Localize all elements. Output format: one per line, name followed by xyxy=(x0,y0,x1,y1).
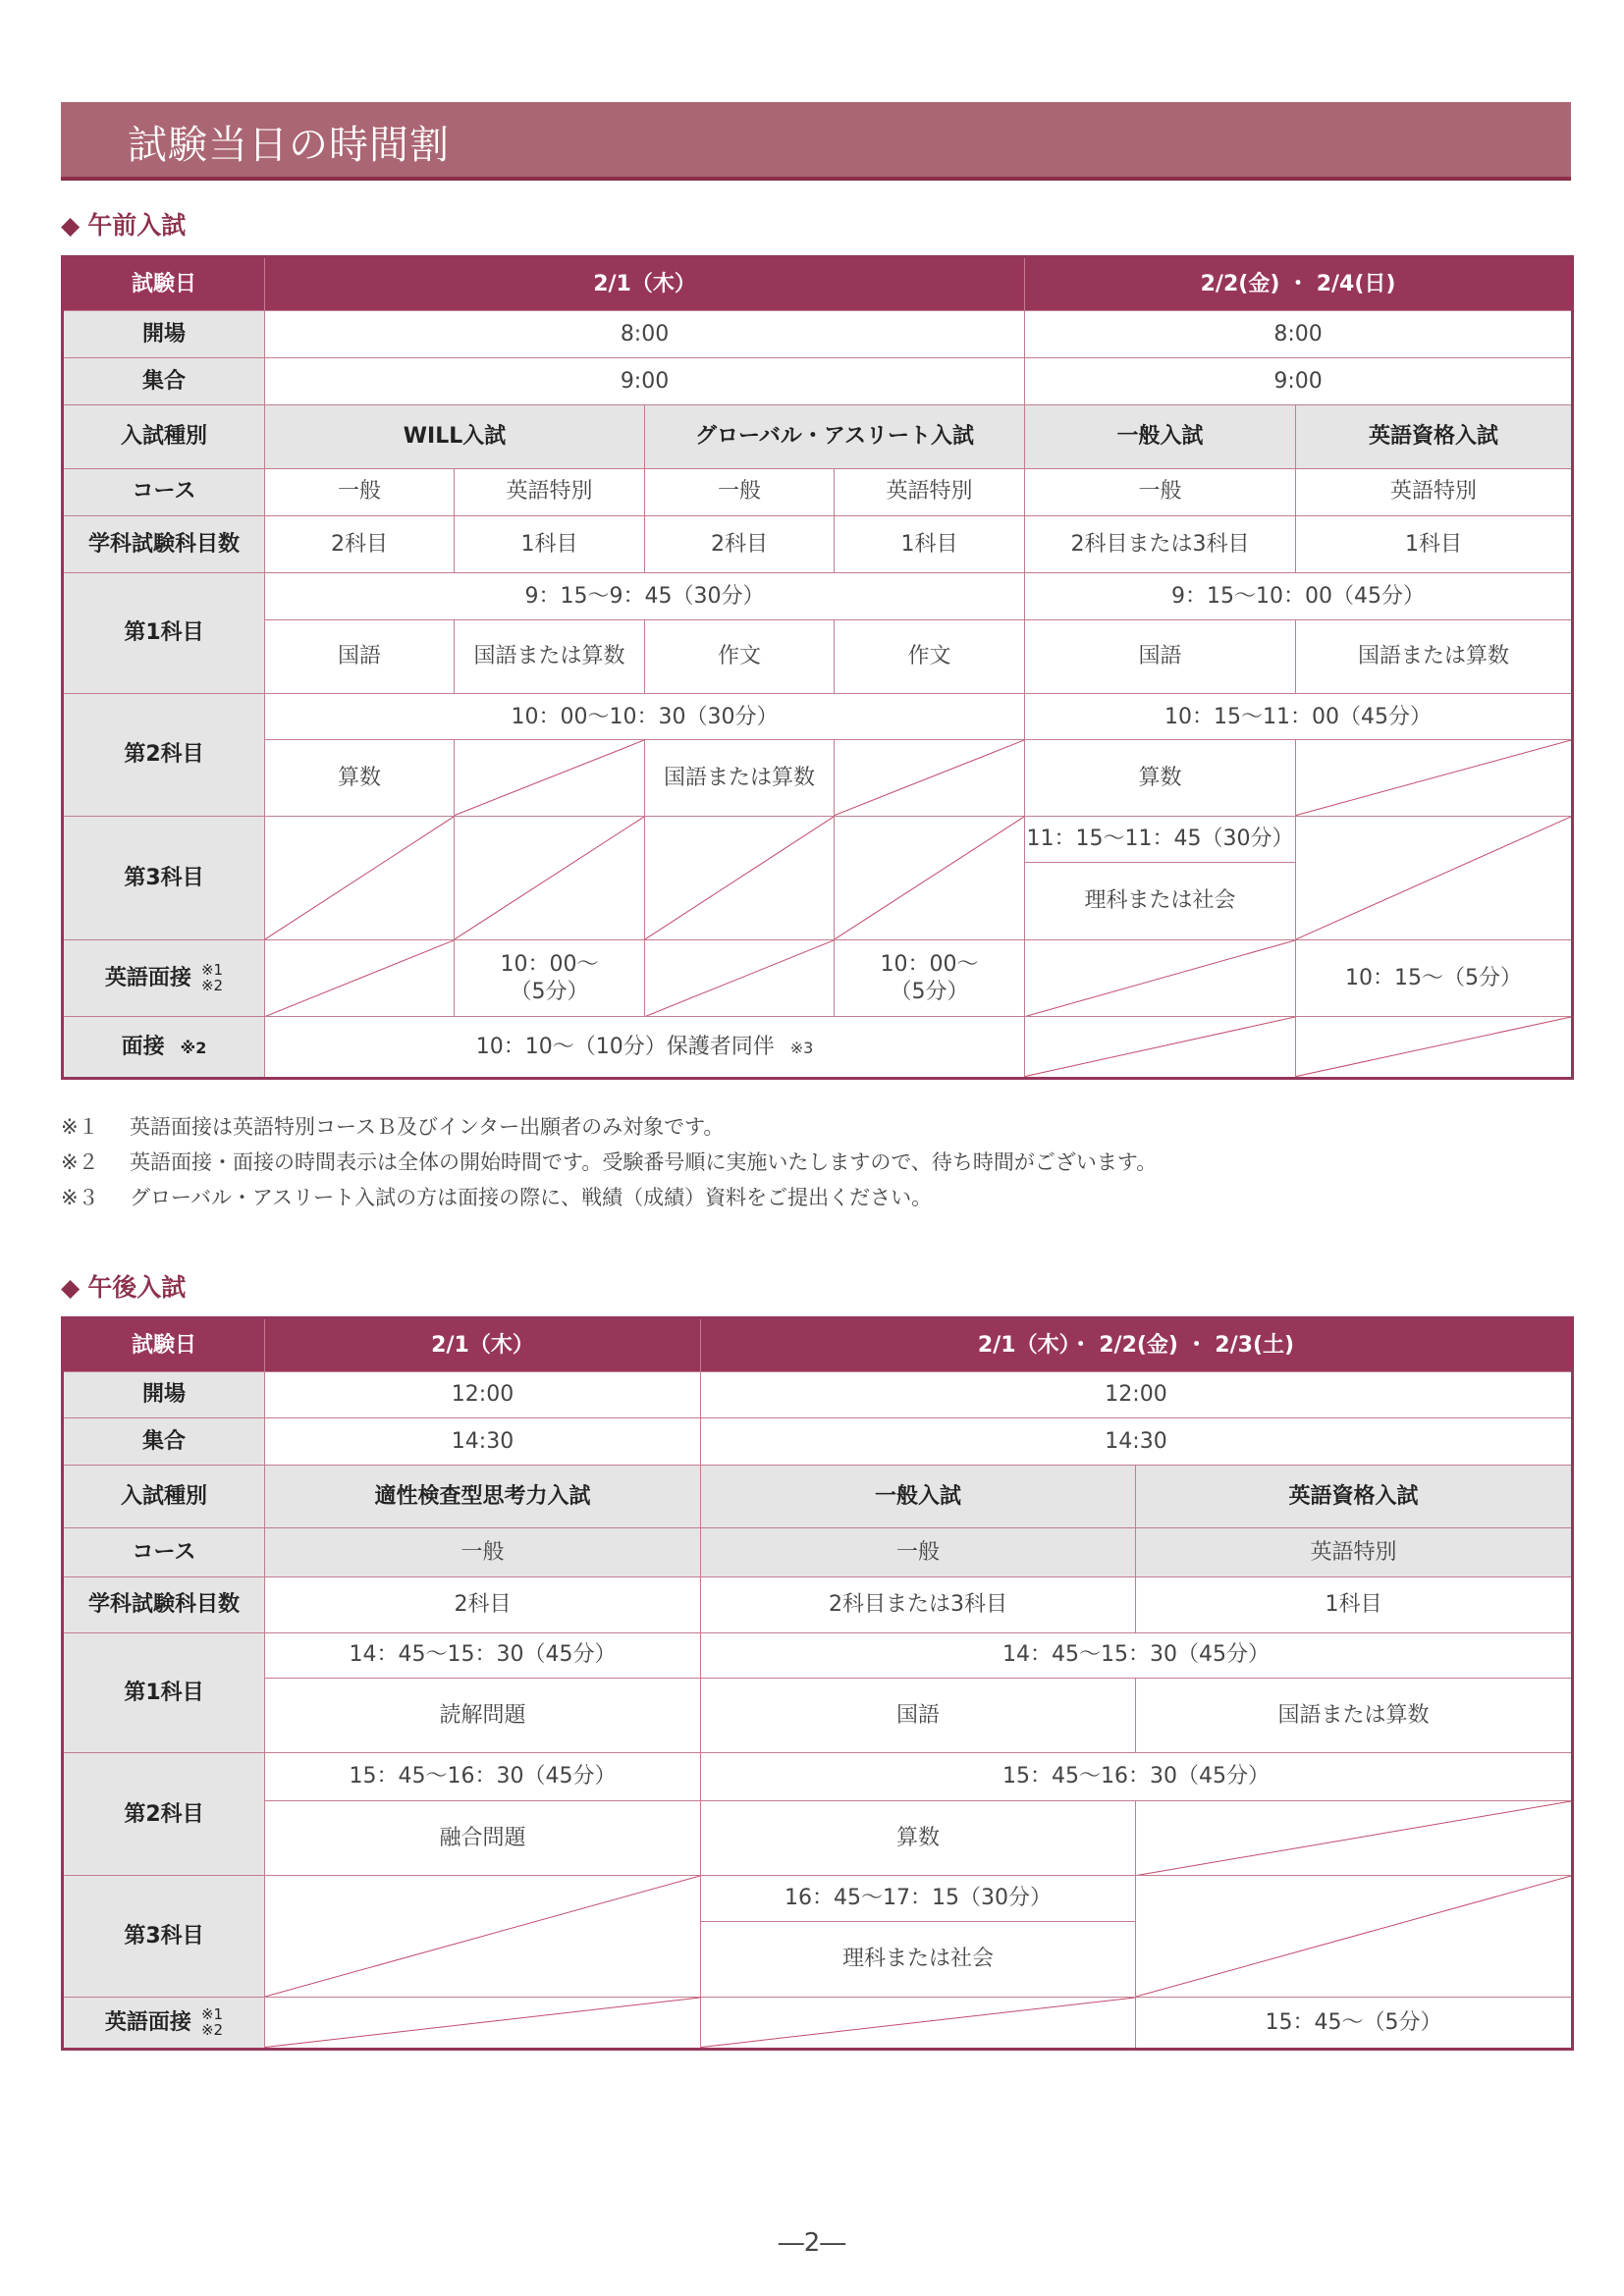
am-course-2: 英語特別 xyxy=(455,468,645,515)
am-eng-5-slash xyxy=(1025,939,1296,1017)
am-course-6: 英語特別 xyxy=(1296,468,1573,515)
am-label-s3: 第3科目 xyxy=(63,817,265,940)
am-s1-2: 国語または算数 xyxy=(455,619,645,694)
pm-label-s1: 第1科目 xyxy=(63,1632,265,1753)
am-s3-6-slash xyxy=(1296,817,1573,940)
am-s1-1: 国語 xyxy=(265,619,455,694)
am-s1-4: 作文 xyxy=(835,619,1025,694)
am-count-1: 2科目 xyxy=(265,515,455,572)
am-eng-1-slash xyxy=(265,939,455,1017)
am-s2-4-slash xyxy=(835,740,1025,817)
am-eng-3-slash xyxy=(645,939,835,1017)
am-interview-a xyxy=(265,1017,1025,1079)
am-eng-6: 10：15〜（5分） xyxy=(1296,939,1573,1017)
am-course-4: 英語特別 xyxy=(835,468,1025,515)
am-count-2: 1科目 xyxy=(455,515,645,572)
am-type-general: 一般入試 xyxy=(1025,405,1296,468)
pm-s1-2: 国語 xyxy=(701,1678,1136,1753)
pm-label-open: 開場 xyxy=(63,1372,265,1417)
footnote-3 xyxy=(61,1180,1157,1215)
am-label-interview-text: 面接 xyxy=(121,1034,165,1059)
am-eng-mark2: ※2 xyxy=(200,976,224,994)
am-label-eng xyxy=(63,939,265,1017)
am-s3-3-slash xyxy=(645,817,835,940)
am-label-type: 入試種別 xyxy=(63,405,265,468)
am-s2-5: 算数 xyxy=(1025,740,1296,817)
am-schedule-table xyxy=(61,255,1574,1080)
pm-label-course: コース xyxy=(63,1527,265,1576)
pm-label-type: 入試種別 xyxy=(63,1466,265,1528)
am-s1-3: 作文 xyxy=(645,619,835,694)
am-eng-mark1: ※1 xyxy=(200,960,224,979)
am-label-interview xyxy=(63,1017,265,1079)
pm-eng-marks xyxy=(200,2004,224,2039)
pm-count-2: 2科目または3科目 xyxy=(701,1577,1136,1632)
am-count-4: 1科目 xyxy=(835,515,1025,572)
am-s2-1: 算数 xyxy=(265,740,455,817)
pm-date-b: 2/1（木）・ 2/2(金) ・ 2/3(土) xyxy=(701,1318,1573,1372)
am-date-b: 2/2(金) ・ 2/4(日) xyxy=(1025,257,1573,311)
am-s3-2-slash xyxy=(455,817,645,940)
pm-s3-2: 理科または社会 xyxy=(701,1921,1136,1998)
pm-course-2: 一般 xyxy=(701,1527,1136,1576)
pm-s2-2: 算数 xyxy=(701,1800,1136,1876)
am-eng-4 xyxy=(835,939,1025,1017)
am-s3-1-slash xyxy=(265,817,455,940)
am-eng-2-dur: （5分） xyxy=(510,979,589,1004)
am-count-5: 2科目または3科目 xyxy=(1025,515,1296,572)
footnote-1-mark: ※１ xyxy=(61,1115,99,1139)
pm-open-a: 12:00 xyxy=(265,1372,701,1417)
pm-count-3: 1科目 xyxy=(1136,1577,1573,1632)
footnote-1 xyxy=(61,1109,1157,1145)
page-title: 試験当日の時間割 xyxy=(128,123,450,168)
am-type-will: WILL入試 xyxy=(265,405,645,468)
am-open-b: 8:00 xyxy=(1025,311,1573,357)
pm-s1-time-a: 14：45〜15：30（45分） xyxy=(265,1632,701,1678)
pm-schedule-table xyxy=(61,1316,1574,2051)
pm-eng-3: 15：45〜（5分） xyxy=(1136,1998,1573,2050)
am-s2-time-a: 10：00〜10：30（30分） xyxy=(265,694,1025,740)
am-interview-5-slash xyxy=(1025,1017,1296,1079)
am-eng-2 xyxy=(455,939,645,1017)
pm-s1-1: 読解問題 xyxy=(265,1678,701,1753)
pm-gather-a: 14:30 xyxy=(265,1417,701,1465)
am-count-3: 2科目 xyxy=(645,515,835,572)
pm-label-eng-text: 英語面接 xyxy=(104,2009,191,2035)
am-s1-6: 国語または算数 xyxy=(1296,619,1573,694)
pm-gather-b: 14:30 xyxy=(701,1417,1573,1465)
am-type-eng: 英語資格入試 xyxy=(1296,405,1573,468)
am-eng-marks xyxy=(200,960,224,994)
am-type-global: グローバル・アスリート入試 xyxy=(645,405,1025,468)
pm-s2-3-slash xyxy=(1136,1800,1573,1876)
am-label-course: コース xyxy=(63,468,265,515)
am-s2-6-slash xyxy=(1296,740,1573,817)
am-open-a: 8:00 xyxy=(265,311,1025,357)
am-s2-2-slash xyxy=(455,740,645,817)
am-s3-5: 理科または社会 xyxy=(1025,863,1296,940)
pm-s1-time-b: 14：45〜15：30（45分） xyxy=(701,1632,1573,1678)
footnote-1-text: 英語面接は英語特別コースＢ及びインター出願者のみ対象です。 xyxy=(130,1115,725,1139)
pm-open-b: 12:00 xyxy=(701,1372,1573,1417)
pm-type-general: 一般入試 xyxy=(701,1466,1136,1528)
am-interview-a-mark: ※3 xyxy=(789,1038,814,1057)
pm-s3-1-slash xyxy=(265,1876,701,1998)
am-course-3: 一般 xyxy=(645,468,835,515)
pm-label-eng xyxy=(63,1998,265,2050)
pm-type-eng: 英語資格入試 xyxy=(1136,1466,1573,1528)
am-heading-text: 午前入試 xyxy=(87,211,187,240)
am-date-a: 2/1（木） xyxy=(265,257,1025,311)
pm-eng-2-slash xyxy=(701,1998,1136,2050)
footnote-3-mark: ※３ xyxy=(61,1186,99,1209)
am-label-eng-text: 英語面接 xyxy=(104,965,191,990)
am-interview-6-slash xyxy=(1296,1017,1573,1079)
footnote-2-text: 英語面接・面接の時間表示は全体の開始時間です。受験番号順に実施いたしますので、待ち時間がございます。 xyxy=(130,1150,1158,1174)
am-s1-time-b: 9：15〜10：00（45分） xyxy=(1025,573,1573,619)
pm-label-gather: 集合 xyxy=(63,1417,265,1465)
am-s1-5: 国語 xyxy=(1025,619,1296,694)
am-s2-3: 国語または算数 xyxy=(645,740,835,817)
am-label-count: 学科試験科目数 xyxy=(63,515,265,572)
am-s1-time-a: 9：15〜9：45（30分） xyxy=(265,573,1025,619)
footnote-2 xyxy=(61,1145,1157,1180)
am-label-date: 試験日 xyxy=(63,257,265,311)
pm-heading-text: 午後入試 xyxy=(87,1273,187,1302)
pm-eng-mark2: ※2 xyxy=(200,2020,224,2039)
pm-s1-3: 国語または算数 xyxy=(1136,1678,1573,1753)
pm-s2-time-b: 15：45〜16：30（45分） xyxy=(701,1753,1573,1800)
am-heading xyxy=(61,206,186,241)
pm-label-s3: 第3科目 xyxy=(63,1876,265,1998)
pm-course-1: 一般 xyxy=(265,1527,701,1576)
pm-heading xyxy=(61,1268,186,1304)
pm-s2-time-a: 15：45〜16：30（45分） xyxy=(265,1753,701,1800)
am-interview-a-text: 10：10〜（10分）保護者同伴 xyxy=(475,1034,775,1059)
am-gather-a: 9:00 xyxy=(265,357,1025,404)
pm-label-date: 試験日 xyxy=(63,1318,265,1372)
pm-s3-time: 16：45〜17：15（30分） xyxy=(701,1876,1136,1921)
page-number: ―2― xyxy=(778,2228,846,2258)
pm-label-count: 学科試験科目数 xyxy=(63,1577,265,1632)
pm-eng-1-slash xyxy=(265,1998,701,2050)
pm-s3-3-slash xyxy=(1136,1876,1573,1998)
footnote-2-mark: ※２ xyxy=(61,1150,99,1174)
am-course-5: 一般 xyxy=(1025,468,1296,515)
pm-s2-1: 融合問題 xyxy=(265,1800,701,1876)
footnotes xyxy=(61,1109,1157,1215)
am-eng-2-time: 10：00〜 xyxy=(500,952,599,978)
pm-eng-mark1: ※1 xyxy=(200,2004,224,2023)
am-s3-time: 11：15〜11：45（30分） xyxy=(1025,817,1296,863)
pm-type-apt: 適性検査型思考力入試 xyxy=(265,1466,701,1528)
am-course-1: 一般 xyxy=(265,468,455,515)
am-gather-b: 9:00 xyxy=(1025,357,1573,404)
am-s2-time-b: 10：15〜11：00（45分） xyxy=(1025,694,1573,740)
pm-course-3: 英語特別 xyxy=(1136,1527,1573,1576)
title-bar xyxy=(61,102,1571,181)
pm-label-s2: 第2科目 xyxy=(63,1753,265,1876)
diamond-icon: ◆ xyxy=(61,211,81,240)
am-eng-4-time: 10：00〜 xyxy=(880,952,979,978)
am-label-open: 開場 xyxy=(63,311,265,357)
am-eng-4-dur: （5分） xyxy=(890,979,969,1004)
am-label-gather: 集合 xyxy=(63,357,265,404)
footnote-3-text: グローバル・アスリート入試の方は面接の際に、戦績（成績）資料をご提出ください。 xyxy=(130,1186,933,1209)
pm-count-1: 2科目 xyxy=(265,1577,701,1632)
am-label-s2: 第2科目 xyxy=(63,694,265,817)
am-s3-4-slash xyxy=(835,817,1025,940)
am-count-6: 1科目 xyxy=(1296,515,1573,572)
diamond-icon: ◆ xyxy=(61,1273,81,1302)
am-label-s1: 第1科目 xyxy=(63,573,265,694)
pm-date-a: 2/1（木） xyxy=(265,1318,701,1372)
am-interview-mark: ※2 xyxy=(180,1038,207,1057)
